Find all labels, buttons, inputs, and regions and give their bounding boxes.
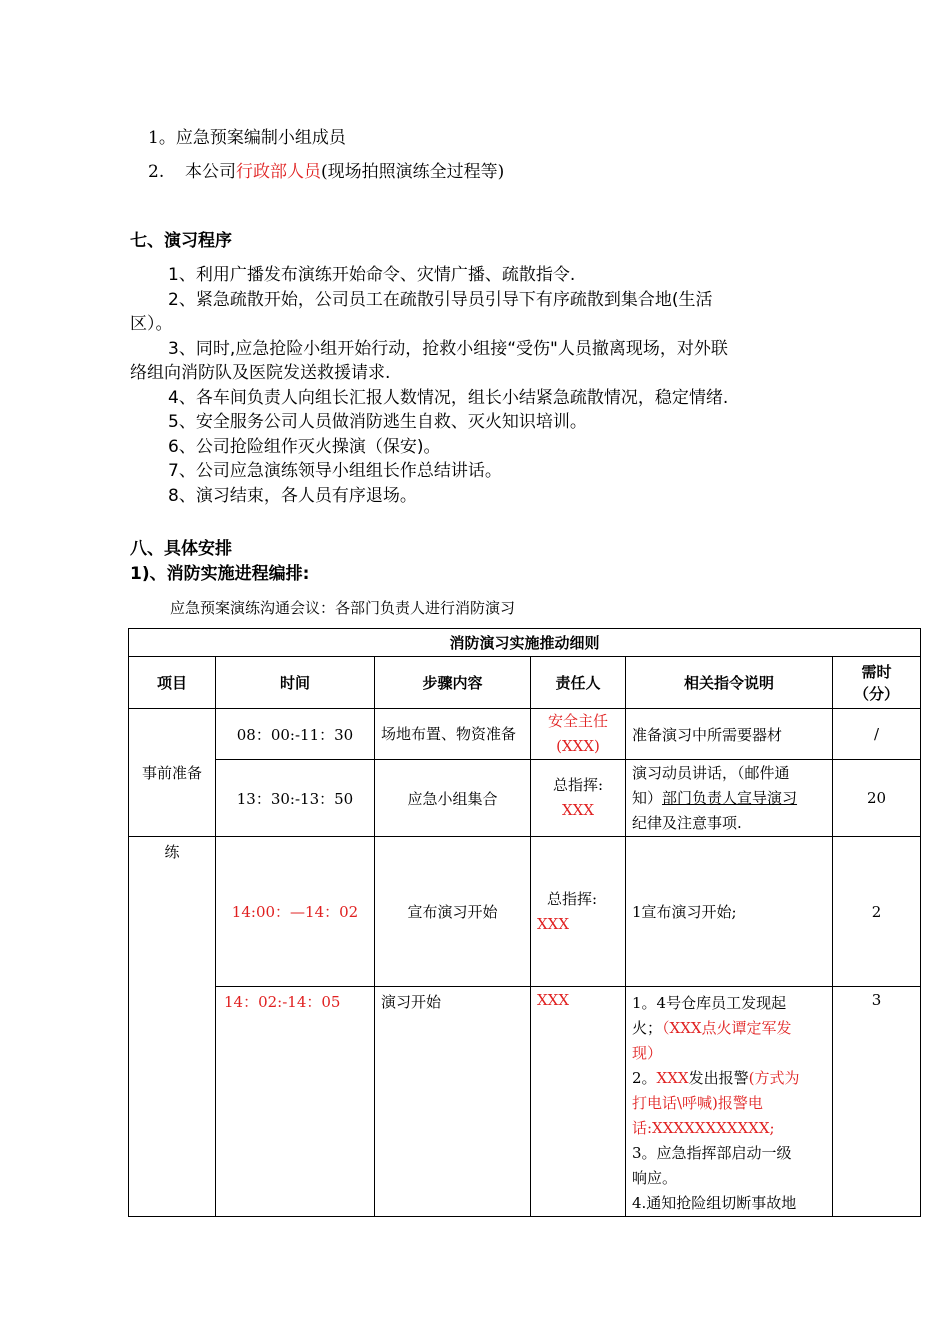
step-3: 3、同时,应急抢险小组开始行动，抢救小组接“受伤"人员撤离现场，对外联 [168, 338, 728, 359]
row4-instructions: 1。4号仓库员工发现起 火；（XXX点火谭定军发 现） 2。XXX发出报警(方式为 打电话\呼喊)报警电 话:XXXXXXXXXXX; 3。应急指挥部启动一级 响应。 4.通知抢险组切断事故地 [626, 987, 833, 1217]
drill-procedure-steps [130, 263, 830, 508]
row1-owner-title: 安全主任 [547, 712, 608, 730]
table-row [129, 760, 921, 837]
row3-duration: 2 [833, 837, 921, 987]
row2-duration: 20 [833, 760, 921, 837]
row2-owner-name: XXX [561, 801, 595, 819]
table-row [129, 837, 921, 987]
section-8-subheading: 1)、消防实施进程编排: [130, 564, 310, 584]
table-caption: 应急预案演练沟通会议：各部门负责人进行消防演习 [170, 599, 516, 617]
step-7: 7、公司应急演练领导小组组长作总结讲话。 [168, 461, 502, 481]
row1-steps: 场地布置、物资准备 [375, 709, 531, 760]
row3-time: 14:00：—14：02 [216, 837, 375, 987]
group-drill: 练 [129, 837, 216, 1217]
header-duration-line1: 需时 [861, 662, 892, 681]
table-header-row [129, 657, 921, 709]
row4-steps: 演习开始 [375, 987, 531, 1217]
row2-owner-title: 总指挥: [552, 776, 604, 794]
step-3-cont: 络组向消防队及医院发送救援请求. [130, 363, 391, 383]
step-2-cont: 区）。 [130, 314, 173, 334]
step-6: 6、公司抢险组作灭火操演（保安)。 [168, 436, 441, 457]
row2-owner [531, 760, 626, 837]
step-2: 2、紧急疏散开始，公司员工在疏散引导员引导下有序疏散到集合地(生活 [168, 289, 713, 310]
participant-item-1: 1。应急预案编制小组成员 [148, 128, 346, 148]
header-time: 时间 [216, 657, 375, 709]
header-owner: 责任人 [531, 657, 626, 709]
header-item: 项目 [129, 657, 216, 709]
table-title: 消防演习实施推动细则 [129, 629, 921, 657]
header-steps: 步骤内容 [375, 657, 531, 709]
participant-item-2: 2. 本公司行政部人员(现场拍照演练全过程等) [148, 162, 505, 182]
header-duration [833, 657, 921, 709]
row3-owner [531, 837, 626, 987]
table-row [129, 987, 921, 1217]
row3-instructions: 1宣布演习开始; [626, 837, 833, 987]
step-8: 8、演习结束，各人员有序退场。 [168, 485, 417, 506]
table-row [129, 709, 921, 760]
row3-owner-title: 总指挥: [547, 889, 598, 908]
section-7-heading: 七、演习程序 [130, 231, 232, 251]
row3-owner-name: XXX [537, 914, 570, 933]
fire-drill-plan-table [128, 628, 921, 1217]
row3-steps: 宣布演习开始 [375, 837, 531, 987]
row1-instructions: 准备演习中所需要器材 [626, 709, 833, 760]
row2-steps: 应急小组集合 [375, 760, 531, 837]
row4-owner: XXX [531, 987, 626, 1217]
header-instructions: 相关指令说明 [626, 657, 833, 709]
row1-owner [531, 709, 626, 760]
section-8-heading: 八、具体安排 [130, 539, 232, 559]
row4-time: 14：02:-14：05 [216, 987, 375, 1217]
row2-time: 13：30:-13：50 [216, 760, 375, 837]
row1-time: 08：00:-11：30 [216, 709, 375, 760]
row1-duration: / [833, 709, 921, 760]
row4-duration: 3 [833, 987, 921, 1217]
header-duration-line2: （分） [854, 684, 900, 703]
group-prep: 事前准备 [129, 709, 216, 837]
row2-instructions: 演习动员讲话，（邮件通 知）部门负责人宣导演习 纪律及注意事项. [626, 760, 833, 837]
step-1: 1、利用广播发布演练开始命令、灾情广播、疏散指令. [168, 265, 576, 285]
step-5: 5、安全服务公司人员做消防逃生自救、灭火知识培训。 [168, 412, 587, 432]
row1-owner-name: (XXX) [556, 737, 600, 755]
step-4: 4、各车间负责人向组长汇报人数情况，组长小结紧急疏散情况，稳定情绪. [168, 387, 729, 408]
